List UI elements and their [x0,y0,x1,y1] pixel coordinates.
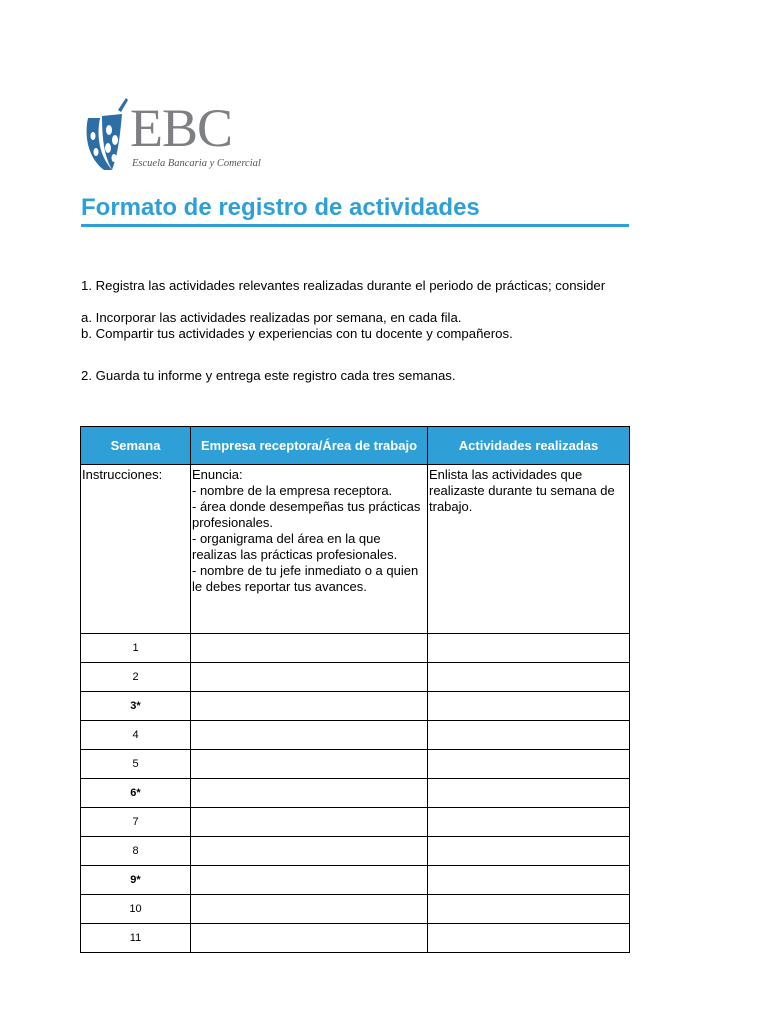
instruction-1: 1. Registra las actividades relevantes realizadas durante el periodo de prácticas; consider [81,278,606,293]
logo-wordmark: EBC [130,98,233,158]
actividades-cell[interactable] [428,866,630,895]
week-number-cell: 10 [81,895,191,924]
instructions-label-cell [81,465,191,634]
page-title: Formato de registro de actividades [81,194,629,227]
table-row [81,779,630,808]
instructions-empresa-text: Enuncia: - nombre de la empresa receptora. - área donde desempeñas tus prácticas profesionales. - organigrama del área en la que realizas las prácticas profesionales. - nombre de tu jefe inmediato o a quien le debes reportar tus avances. [192,467,421,594]
table-row [81,837,630,866]
instructions-empresa-cell[interactable] [191,465,428,634]
week-number-cell: 7 [81,808,191,837]
actividades-cell[interactable] [428,663,630,692]
table-row [81,895,630,924]
table-row [81,692,630,721]
actividades-cell[interactable] [428,634,630,663]
week-number-cell: 5 [81,750,191,779]
table-row [81,808,630,837]
week-number-cell: 8 [81,837,191,866]
week-number-cell: 1 [81,634,191,663]
empresa-cell[interactable] [191,866,428,895]
empresa-cell[interactable] [191,692,428,721]
table-row [81,750,630,779]
empresa-cell[interactable] [191,924,428,953]
week-number-cell: 4 [81,721,191,750]
instruction-a: a. Incorporar las actividades realizadas por semana, en cada fila. [81,310,462,325]
header-semana: Semana [81,427,191,465]
week-number-cell: 9* [81,866,191,895]
instructions-row [81,465,630,634]
actividades-cell[interactable] [428,721,630,750]
actividades-cell[interactable] [428,692,630,721]
table-row [81,924,630,953]
table-row [81,663,630,692]
logo-subtitle: Escuela Bancaria y Comercial [132,158,261,169]
table-row [81,866,630,895]
week-number-cell: 2 [81,663,191,692]
week-number-cell: 11 [81,924,191,953]
table-header-row [81,427,630,465]
empresa-cell[interactable] [191,634,428,663]
table-row [81,634,630,663]
instructions-actividades-cell[interactable] [428,465,630,634]
ebc-emblem-icon [82,96,132,174]
actividades-cell[interactable] [428,808,630,837]
actividades-cell[interactable] [428,895,630,924]
activities-table [80,426,630,953]
empresa-cell[interactable] [191,808,428,837]
ebc-logo [82,96,261,176]
empresa-cell[interactable] [191,895,428,924]
actividades-cell[interactable] [428,837,630,866]
instructions-label: Instrucciones: [82,467,163,482]
empresa-cell[interactable] [191,779,428,808]
header-empresa: Empresa receptora/Área de trabajo [191,427,428,465]
instructions-actividades-text: Enlista las actividades que realizaste durante tu semana de trabajo. [429,467,615,514]
empresa-cell[interactable] [191,837,428,866]
week-number-cell: 3* [81,692,191,721]
instruction-b: b. Compartir tus actividades y experiencias con tu docente y compañeros. [81,326,513,341]
actividades-cell[interactable] [428,750,630,779]
empresa-cell[interactable] [191,721,428,750]
instruction-2: 2. Guarda tu informe y entrega este registro cada tres semanas. [81,368,456,383]
table-row [81,721,630,750]
empresa-cell[interactable] [191,663,428,692]
header-actividades: Actividades realizadas [428,427,630,465]
week-number-cell: 6* [81,779,191,808]
actividades-cell[interactable] [428,779,630,808]
empresa-cell[interactable] [191,750,428,779]
actividades-cell[interactable] [428,924,630,953]
